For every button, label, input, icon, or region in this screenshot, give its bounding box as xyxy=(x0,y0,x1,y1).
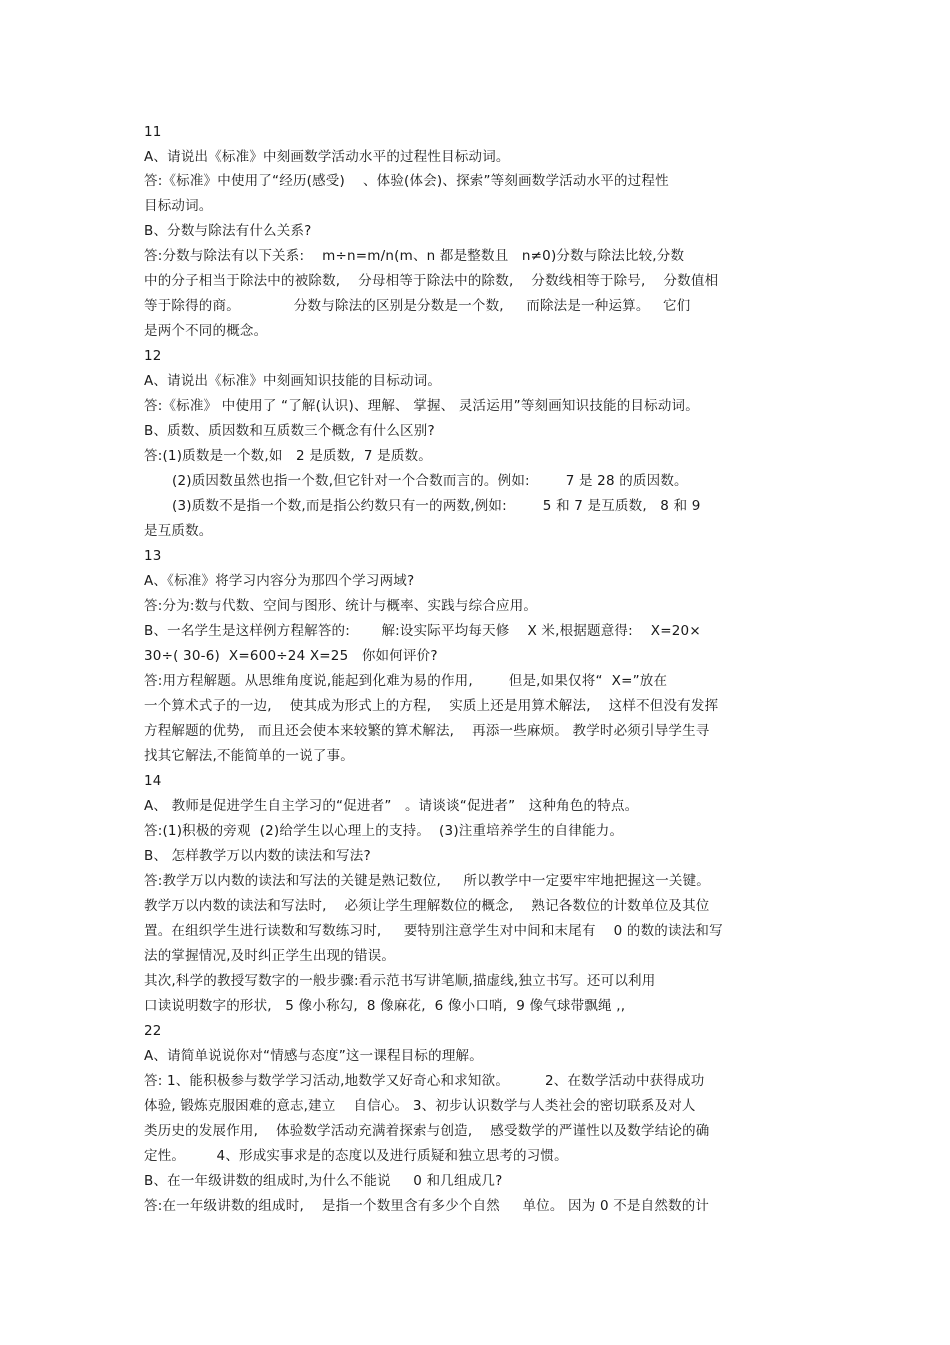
answer-11b-line: 答:分数与除法有以下关系: m÷n=m/n(m、n 都是整数且 n≠0)分数与除法比较,分数 xyxy=(144,248,685,264)
question-12b: B、质数、质因数和互质数三个概念有什么区别? xyxy=(144,423,435,439)
section-number-22: 22 xyxy=(144,1023,162,1039)
section-number-11: 11 xyxy=(144,124,162,140)
answer-12b-line: 答:(1)质数是一个数,如 2 是质数, 7 是质数。 xyxy=(144,448,432,464)
answer-11b-line: 是两个不同的概念。 xyxy=(144,323,268,339)
answer-13b-line: 答:用方程解题。从思维角度说,能起到化难为易的作用, 但是,如果仅将“ X=”放在 xyxy=(144,673,668,689)
question-13a: A、《标准》将学习内容分为那四个学习两域? xyxy=(144,573,415,589)
answer-22b-line: 答:在一年级讲数的组成时, 是指一个数里含有多少个自然 单位。 因为 0 不是自然数的计 xyxy=(144,1198,710,1214)
question-14b: B、 怎样教学万以内数的读法和写法? xyxy=(144,848,371,864)
answer-22a-line: 类历史的发展作用, 体验数学活动充满着探索与创造, 感受数学的严谨性以及数学结论的确 xyxy=(144,1123,710,1139)
question-22b: B、在一年级讲数的组成时,为什么不能说 0 和几组成几? xyxy=(144,1173,503,1189)
answer-14b-line: 口读说明数字的形状, 5 像小称勾, 8 像麻花, 6 像小口哨, 9 像气球带飘绳 ,, xyxy=(144,998,626,1014)
answer-12a: 答:《标准》 中使用了 “了解(认识)、理解、 掌握、 灵活运用”等刻画知识技能的目标动词。 xyxy=(144,398,699,414)
answer-14a: 答:(1)积极的旁观 (2)给学生以心理上的支持。 (3)注重培养学生的自律能力。 xyxy=(144,823,624,839)
answer-13b-line: 方程解题的优势, 而且还会使本来较繁的算术解法, 再添一些麻烦。 教学时必须引导学生寻 xyxy=(144,723,710,739)
section-number-14: 14 xyxy=(144,773,162,789)
question-12a: A、请说出《标准》中刻画知识技能的目标动词。 xyxy=(144,373,442,389)
answer-22a-line: 定性。 4、形成实事求是的态度以及进行质疑和独立思考的习惯。 xyxy=(144,1148,568,1164)
answer-12b-line: (2)质因数虽然也指一个数,但它针对一个合数而言的。例如: 7 是 28 的质因数。 xyxy=(172,473,688,489)
answer-14b-line: 教学万以内数的读法和写法时, 必须让学生理解数位的概念, 熟记各数位的计数单位及其位 xyxy=(144,898,710,914)
question-11b: B、分数与除法有什么关系? xyxy=(144,223,312,239)
section-number-13: 13 xyxy=(144,548,162,564)
question-22a: A、请简单说说你对“情感与态度”这一课程目标的理解。 xyxy=(144,1048,483,1064)
section-number-12: 12 xyxy=(144,348,162,364)
answer-13a: 答:分为:数与代数、空间与图形、统计与概率、实践与综合应用。 xyxy=(144,598,538,614)
answer-22a-line: 体验, 锻炼克服困难的意志,建立 自信心。 3、初步认识数学与人类社会的密切联系及对人 xyxy=(144,1098,696,1114)
answer-13b-line: 一个算术式子的一边, 使其成为形式上的方程, 实质上还是用算术解法, 这样不但没有发挥 xyxy=(144,698,719,714)
answer-11b-line: 中的分子相当于除法中的被除数, 分母相等于除法中的除数, 分数线相等于除号, 分数值相 xyxy=(144,273,719,289)
answer-14b-line: 其次,科学的教授写数字的一般步骤:看示范书写讲笔顺,描虚线,独立书写。还可以利用 xyxy=(144,973,656,989)
question-14a: A、 教师是促进学生自主学习的“促进者” 。请谈谈“促进者” 这种角色的特点。 xyxy=(144,798,639,814)
answer-11a-line: 答:《标准》中使用了“经历(感受) 、体验(体会)、探索”等刻画数学活动水平的过程性 xyxy=(144,173,669,189)
answer-12b-line: 是互质数。 xyxy=(144,523,213,539)
answer-14b-line: 法的掌握情况,及时纠正学生出现的错误。 xyxy=(144,948,396,964)
question-13b-line: B、一名学生是这样例方程解答的: 解:设实际平均每天修 X 米,根据题意得: X=20× xyxy=(144,623,701,639)
answer-14b-line: 答:教学万以内数的读法和写法的关键是熟记数位, 所以教学中一定要牢牢地把握这一关键。 xyxy=(144,873,710,889)
answer-13b-line: 找其它解法,不能简单的一说了事。 xyxy=(144,748,354,764)
answer-11a-line: 目标动词。 xyxy=(144,198,213,214)
answer-12b-line: (3)质数不是指一个数,而是指公约数只有一的两数,例如: 5 和 7 是互质数, 8 和 9 xyxy=(172,498,701,514)
answer-22a-line: 答: 1、能积极参与数学学习活动,地数学又好奇心和求知欲。 2、在数学活动中获得成功 xyxy=(144,1073,705,1089)
answer-11b-line: 等于除得的商。 分数与除法的区别是分数是一个数, 而除法是一种运算。 它们 xyxy=(144,298,691,314)
question-13b-line: 30÷( 30-6) X=600÷24 X=25 你如何评价? xyxy=(144,648,438,664)
question-11a: A、请说出《标准》中刻画数学活动水平的过程性目标动词。 xyxy=(144,149,510,165)
answer-14b-line: 置。在组织学生进行读数和写数练习时, 要特别注意学生对中间和末尾有 0 的数的读法和写 xyxy=(144,923,723,939)
